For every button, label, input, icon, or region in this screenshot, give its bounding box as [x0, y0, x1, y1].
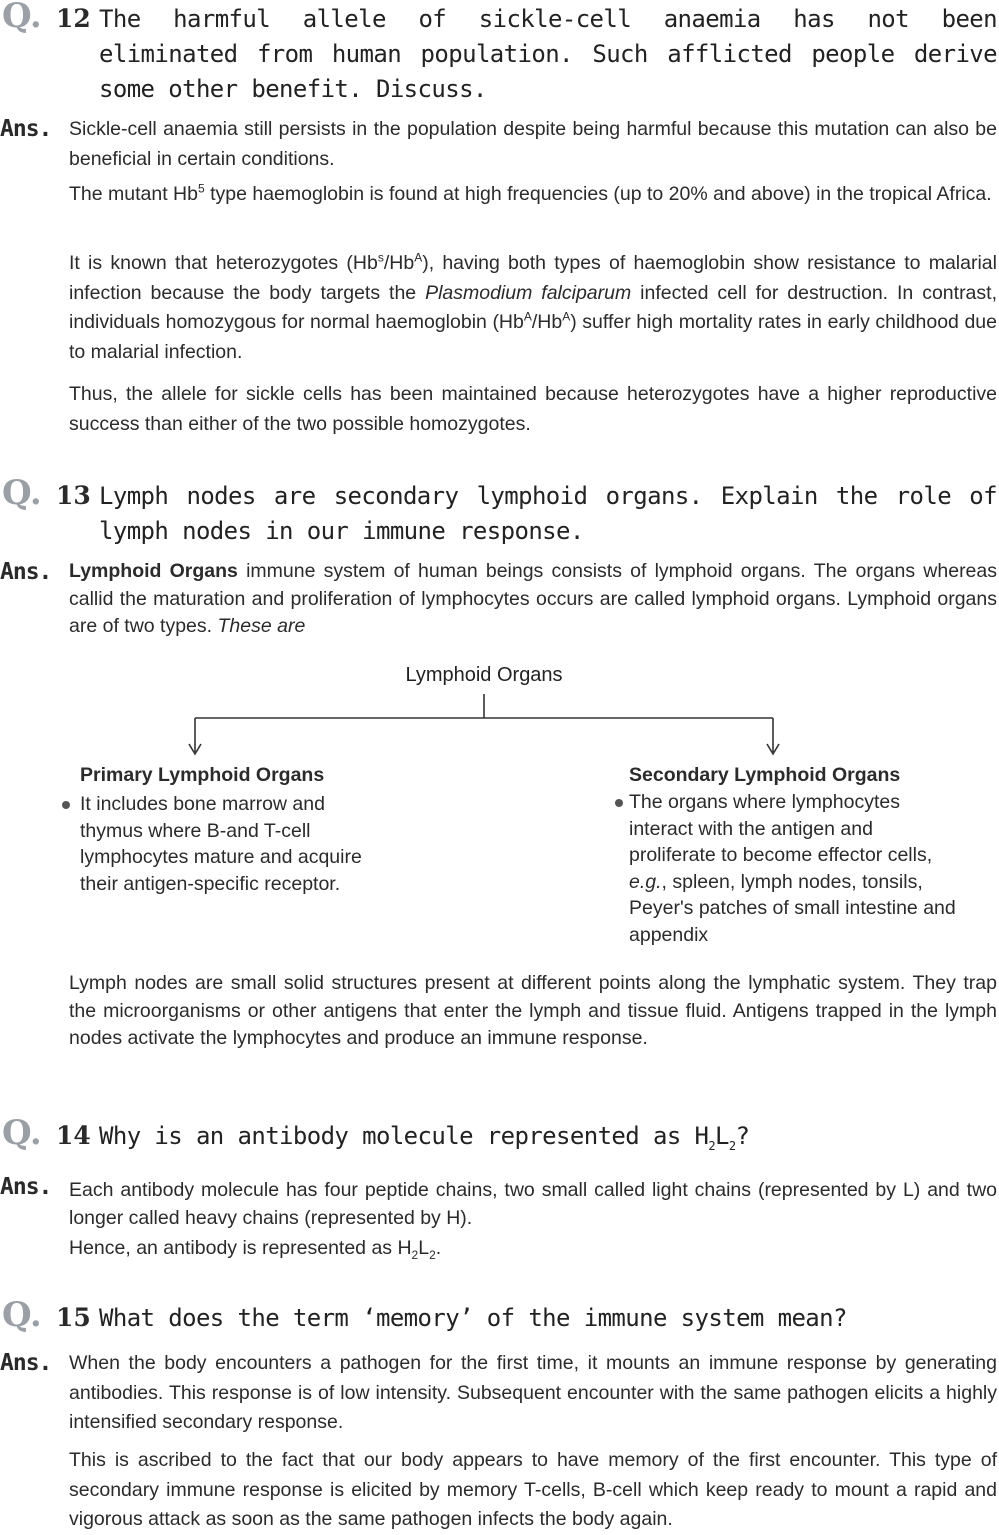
question-number: 12: [56, 4, 91, 33]
diagram-title: Lymphoid Organs: [405, 664, 563, 686]
answer-paragraph: Hence, an antibody is represented as $H_2L_2$.: [69, 1237, 442, 1262]
answer-paragraph: Lymph nodes are small solid structures present at different points along the lymphatic system. They trap the microorganisms or other antigens that enter the lymph and tissue fluid. Antigens trapped in the lymph nodes activate the lymphocytes and produce an immune response.: [69, 972, 997, 1049]
question-text: Lymph nodes are secondary lymphoid organs. Explain the role of lymph nodes in our immune response.: [99, 482, 997, 545]
question-mark: Q.: [2, 1295, 42, 1335]
question-number: 14: [56, 1121, 91, 1150]
question-text: Why is an antibody molecule represented as $H_2L_2$?: [99, 1122, 750, 1153]
answer-paragraph: When the body encounters a pathogen for the first time, it mounts an immune response by generating antibodies. This response is of low intensity. Subsequent encounter with the same pathogen elicits a highly intensified secondary response.: [69, 1352, 997, 1433]
answer-paragraph: Sickle-cell anaemia still persists in the population despite being harmful because this mutation can also be beneficial in certain conditions.: [69, 118, 997, 170]
answer-label: Ans.: [0, 559, 52, 585]
question-text: The harmful allele of sickle-cell anaemia has not been eliminated from human population. Such afflicted people derive some other benefit. Discuss.: [99, 5, 997, 103]
question-number: 13: [56, 481, 91, 510]
question-mark: Q.: [2, 473, 42, 513]
answer-paragraph: It is known that heterozygotes $(Hb^s/Hb^A)$, having both types of haemoglobin show resistance to malarial infection because the body targets the Plasmodium falciparum infected cell for destruction. In contrast, individuals homozygous for normal haemoglobin $(Hb^A/Hb^A)$ suffer high mortality rates in early childhood due to malarial infection.: [69, 250, 997, 363]
answer-paragraph: Thus, the allele for sickle cells has been maintained because heterozygotes have a higher reproductive success than either of the two possible homozygotes.: [69, 383, 997, 435]
question-text: What does the term ‘memory’ of the immune system mean?: [99, 1304, 847, 1332]
primary-heading: Primary Lymphoid Organs: [80, 764, 325, 786]
question-mark: Q.: [2, 0, 42, 36]
bullet-icon: [615, 799, 623, 807]
question-number: 15: [56, 1303, 91, 1332]
answer-label: Ans.: [0, 1174, 52, 1200]
answer-label: Ans.: [0, 116, 52, 142]
secondary-description: The organs where lymphocytes interact with the antigen and proliferate to become effector cells, e.g., spleen, lymph nodes, tonsils, Peyer's patches of small intestine and appendix: [629, 791, 956, 946]
answer-paragraph: Lymphoid Organs immune system of human beings consists of lymphoid organs. The organs whereas callid the maturation and proliferation of lymphocytes occurs are called lymphoid organs. Lymphoid organs are of two types. These are: [69, 560, 997, 637]
bullet-icon: [62, 801, 70, 809]
answer-paragraph: Each antibody molecule has four peptide chains, two small called light chains (represented by L) and two longer called heavy chains (represented by H).: [69, 1179, 997, 1229]
secondary-heading: Secondary Lymphoid Organs: [629, 764, 901, 786]
answer-paragraph: The mutant Hb$^5$ type haemoglobin is found at high frequencies (up to 20% and above) in the tropical Africa.: [69, 181, 992, 205]
answer-label: Ans.: [0, 1350, 52, 1376]
answer-paragraph: This is ascribed to the fact that our body appears to have memory of the first encounter. This type of secondary immune response is elicited by memory T-cells, B-cell which keep ready to mount a rapid and vigorous attack as soon as the same pathogen infects the body again.: [69, 1449, 997, 1530]
primary-description: It includes bone marrow and thymus where B-and T-cell lymphocytes mature and acquire their antigen-specific receptor.: [80, 793, 362, 895]
question-mark: Q.: [2, 1113, 42, 1153]
